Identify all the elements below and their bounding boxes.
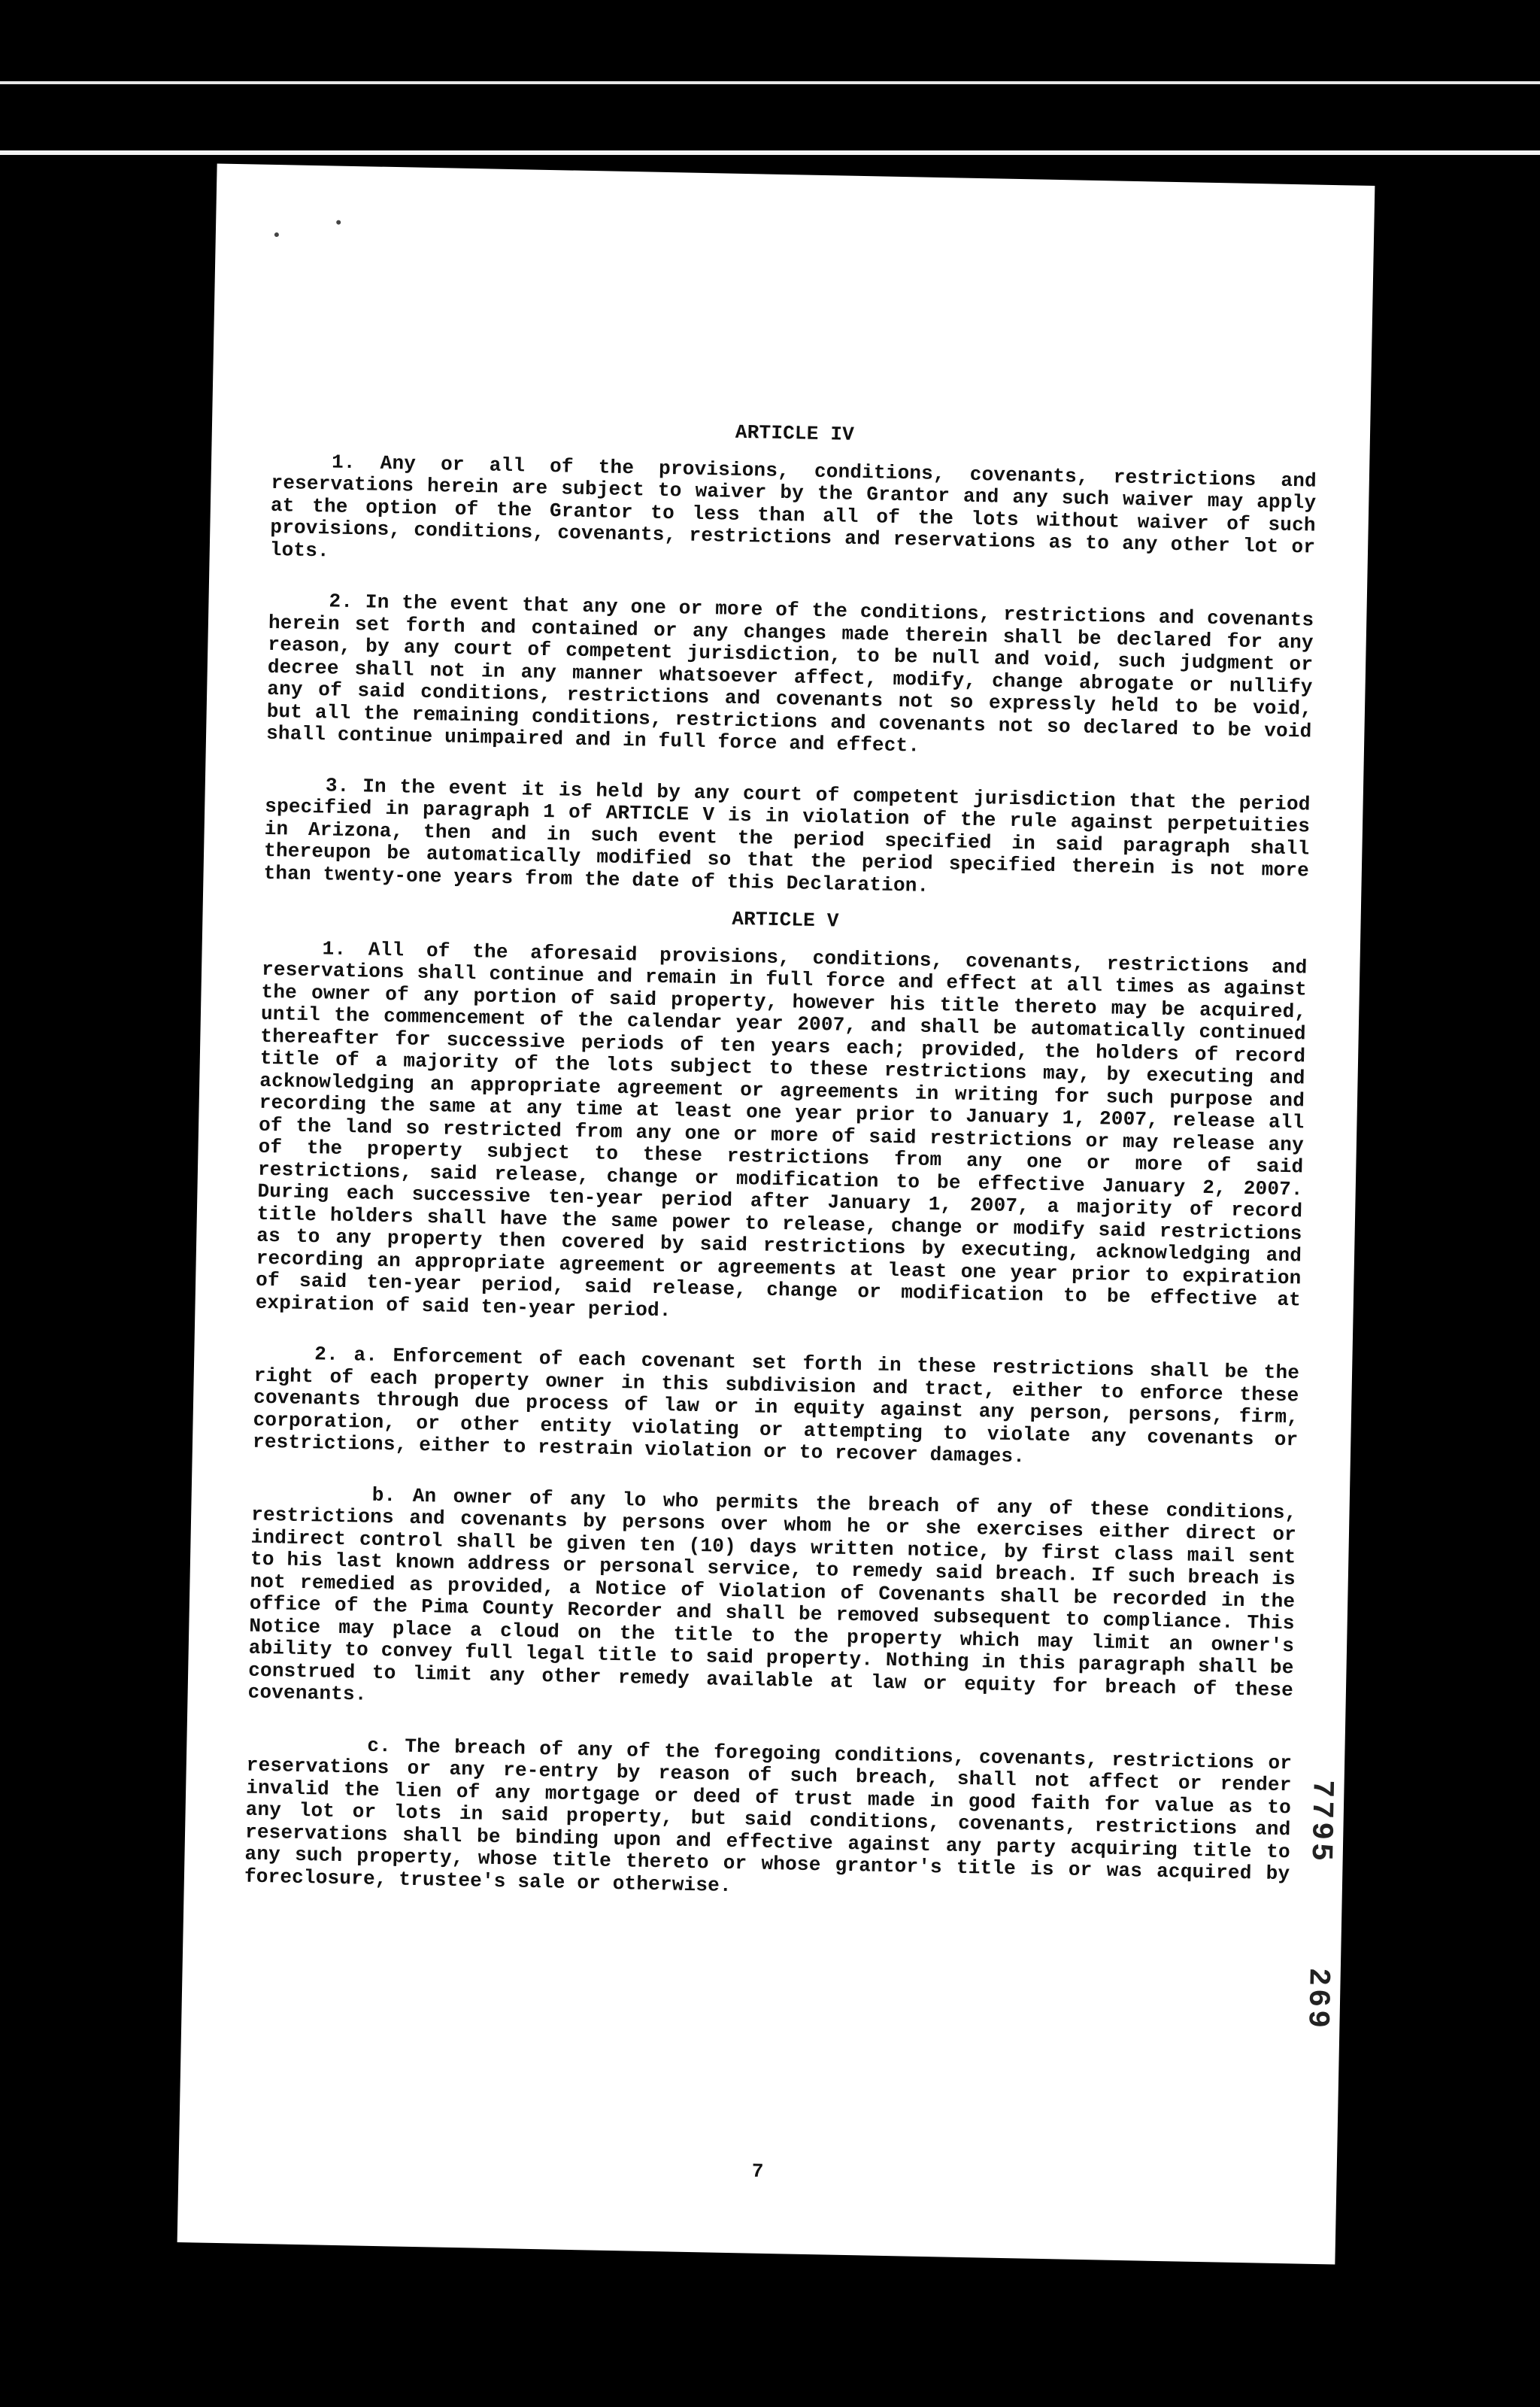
scan-speck [336,220,341,225]
scan-speck [274,232,279,237]
recording-stamp-page: 269 [1299,1967,1335,2032]
article-v-heading: ARTICLE V [732,907,839,933]
recording-stamp-book: 7795 [1302,1779,1338,1865]
article-iv-paragraph-3: 3. In the event it is held by any court of competent jurisdiction that the period specified in paragraph 1 of ARTICLE V is in violation of the rule against perpetuities in Arizona, then and in such event the period specified in said paragraph shall thereupon be automatically modified so that the period specified therein is not more than twenty-one years from the date of this Declaration. [263,773,1311,897]
article-v-paragraph-2a: 2. a. Enforcement of each covenant set forth in these restrictions shall be the right of each property owner in this subdivision and tract, either to enforce these covenants through due process of law or in equity against any person, persons, firm, corporation, or other entity violating or attempting to violate any covenants or restrictions, either to restrain violation or to recover damages. [252,1343,1300,1468]
document-page [177,163,1375,2264]
scan-edge-line [0,81,1540,84]
article-iv-paragraph-1: 1. Any or all of the provisions, conditions, covenants, restrictions and reservations herein are subject to waiver by the Grantor and any such waiver may apply at the option of the Grantor to less than all of the lots without waiver of such provisions, conditions, covenants, restrictions and reservations as to any other lot or lots. [269,450,1317,562]
article-iv-paragraph-2: 2. In the event that any one or more of the conditions, restrictions and covenants herein set forth and contained or any changes made therein shall be declared for any reason, by any court of competent jurisdiction, to be null and void, such judgment or decree shall not in any manner whatsoever affect, modify, change abrogate or nullify any of said conditions, restrictions and covenants not so expressly held to be void, but all the remaining conditions, restrictions and covenants not so declared to be void shall continue unimpaired and in full force and effect. [265,590,1314,757]
article-v-paragraph-2b: b. An owner of any lo who permits the breach of any of these conditions, restrictions and covenants by persons over whom he or she exercises either direct or indirect control shall be given ten (10) days written notice, by first class mail sent to his last known address or personal service, to remedy said breach. If such breach is not remedied as provided, a Notice of Violation of Covenants shall be recorded in the office of the Pima County Recorder and shall be removed subsequent to compliance. This Notice may place a cloud on the title to the property which may limit an owner's ability to convey full legal title to said property. Nothing in this paragraph shall be construed to limit any other remedy available at law or equity for breach of these covenants. [247,1483,1297,1706]
article-v-paragraph-2c: c. The breach of any of the foregoing conditions, covenants, restrictions or reservations or any re-entry by reason of such breach, shall not affect or render invalid the lien of any mortgage or deed of trust made in good faith for value as to any lot or lots in said property, but said conditions, covenants, restrictions and reservations shall be binding upon and effective against any party acquiring title to any such property, whose title thereto or whose grantor's title is or was acquired by foreclosure, trustee's sale or otherwise. [244,1734,1293,1897]
article-v-paragraph-1: 1. All of the aforesaid provisions, conditions, covenants, restrictions and reservations shall continue and remain in full force and effect at all times as against the owner of any portion of said property, however his title thereto may be acquired, until the commencement of the calendar year 2007, and shall be automatically continued thereafter for successive periods of ten years each; provided, the holders of record title of a majority of the lots subject to these restrictions may, by executing and acknowledging an appropriate agreement or agreements in writing for such purpose and recording the same at any time at least one year prior to January 1, 2007, release all of the land so restricted from any one or more of said restrictions or may release any of the property subject to these restrictions from any one or more of said restrictions, said release, change or modification to be effective January 2, 2007. During each successive ten-year period after January 1, 2007, a majority of record title holders shall have the same power to release, change or modify said restrictions as to any property then covered by said restrictions by executing, acknowledging and recording an appropriate agreement or agreements at least one year prior to expiration of said ten-year period, said release, change or modification to be effective at expiration of said ten-year period. [255,936,1308,1322]
article-iv-heading: ARTICLE IV [735,420,855,446]
document-body [244,413,1317,1936]
page-number: 7 [751,2160,764,2183]
scan-edge-line [0,150,1540,155]
